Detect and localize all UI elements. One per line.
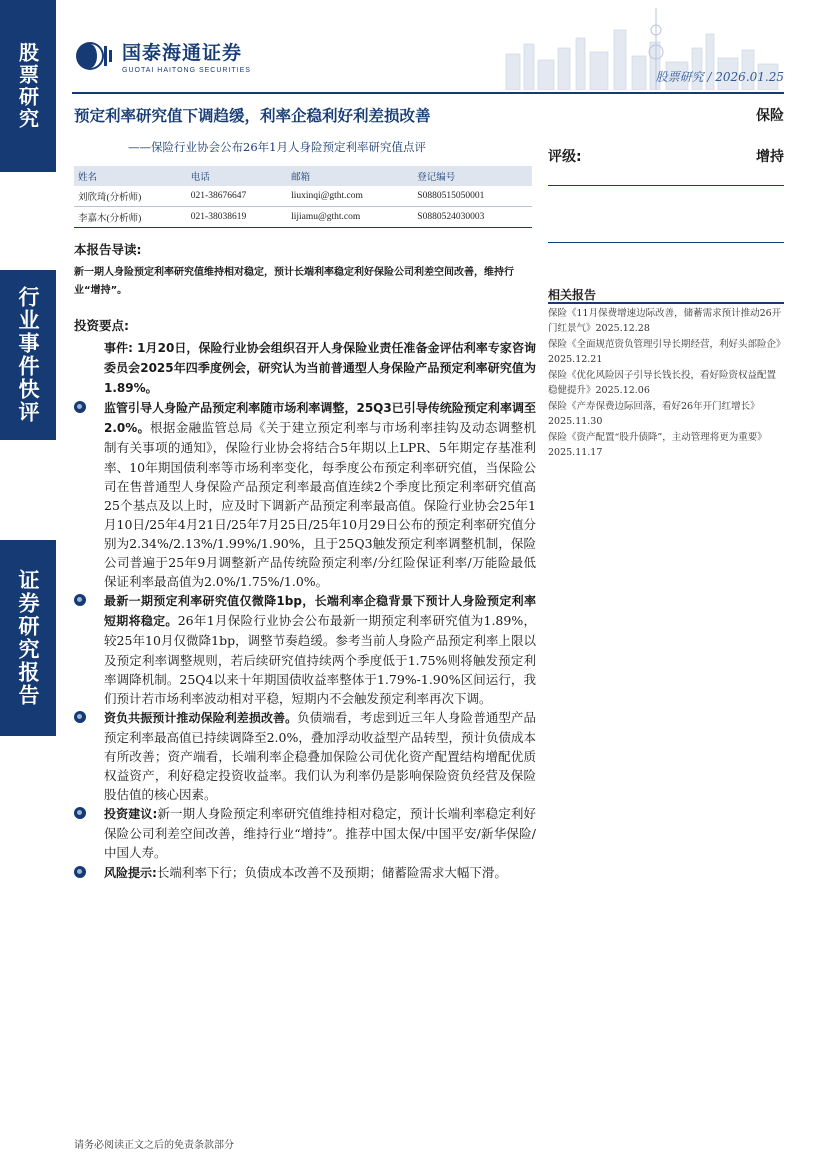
analyst-reg-no: S0880515050001: [413, 186, 532, 207]
header-name: 姓名: [74, 166, 187, 186]
list-item: [74, 863, 536, 883]
company-logo: [74, 38, 251, 74]
list-item: [74, 398, 536, 591]
report-subtitle: ——保险行业协会公布26年1月人身险预定利率研究值点评: [128, 140, 426, 154]
analyst-name: 刘欣琦(分析师): [74, 186, 187, 207]
point-bold: 风险提示:: [104, 865, 157, 880]
table-row: [74, 186, 532, 207]
bullet-icon: [74, 594, 86, 606]
bullet-icon: [74, 807, 86, 819]
point-bold: 资负共振预计推动保险利差损改善。: [104, 710, 298, 725]
rating-label: 评级:: [548, 149, 582, 165]
list-item: [74, 708, 536, 804]
header-reg-no: 登记编号: [413, 166, 532, 186]
rating-row: [548, 146, 784, 166]
point-bold: 事件: 1月20日，保险行业协会组织召开人身保险业责任准备金评估利率专家咨询委员会2025年四季度例会，研究认为当前普通型人身保险产品预定利率研究值为1.89%。: [104, 341, 536, 396]
related-reports-heading: 相关报告: [548, 288, 597, 302]
rating-value: 增持: [756, 149, 784, 165]
bullet-icon: [74, 866, 86, 878]
guide-heading: 本报告导读:: [74, 242, 142, 257]
bullet-icon: [74, 711, 86, 723]
related-report-link[interactable]: 保险《产寿保费边际回落，看好26年开门红增长》2025.11.30: [548, 401, 760, 427]
analyst-table-header: [74, 166, 532, 186]
list-item: [74, 338, 536, 398]
bullet-icon: [74, 401, 86, 413]
related-report-link[interactable]: 保险《全面规范资负管理引导长期经营，利好头部险企》2025.12.21: [548, 339, 781, 365]
rating-bottom-divider: [548, 242, 784, 243]
analyst-reg-no: S0880524030003: [413, 207, 532, 228]
point-text: 根据金融监管总局《关于建立预定利率与市场利率挂钩及动态调整机制有关事项的通知》，保险行业协会将结合5年期以上LPR、5年期定存基准利率、10年期国债利率等市场利率变化，每季度公布预定利率研究值，当保险公司在售普通型人身保险产品预定利率最高值连续2个季度比预定利率研究值高25个基点及以上时，应及时下调新产品预定利率最高值。保险行业协会25年1月10日/25年4月21日/25年7月25日/25年10月29日公布的预定利率研究值分别为2.34%/2.13%/1.99%/1.90%，且于25Q3触发预定利率调整机制，保险公司普遍于25年9月调整新产品传统险预定利率/分红险保证利率/万能险最低保证利率最高值为2.0%/1.75%/1.0%。: [104, 420, 536, 590]
point-text: 负债端看，考虑到近三年人身险普通型产品预定利率最高值已持续调降至2.0%，叠加浮动收益型产品转型，预计负债成本有所改善；资产端看，长端利率企稳叠加保险公司优化资产配置结构增配优质权益资产，利好稳定投资收益率。我们认为利率仍是影响保险资负经营及保险股估值的核心因素。: [104, 709, 536, 803]
point-bold: 监管引导人身险产品预定利率随市场利率调整，25Q3已引导传统险预定利率调至2.0%。: [104, 401, 536, 436]
related-divider: [548, 302, 784, 304]
guide-text: 新一期人身险预定利率研究值维持相对稳定，预计长端利率稳定利好保险公司利差空间改善，维持行业“增持”。: [74, 267, 514, 296]
table-row: [74, 207, 532, 228]
logo-chinese-name: 国泰海通证券: [122, 42, 243, 64]
point-bold: 最新一期预定利率研究值仅微降1bp，长端利率企稳背景下预计人身险预定利率短期将稳定。: [104, 594, 536, 629]
report-title: 预定利率研究值下调趋缓，利率企稳利好利差损改善: [74, 107, 431, 125]
point-bold: 投资建议:: [104, 807, 158, 822]
key-points: [74, 338, 536, 883]
related-report-link[interactable]: 保险《资产配置“股升债降”，主动管理将更为重要》2025.11.17: [548, 432, 767, 458]
related-report-link[interactable]: 保险《优化风险因子引导长钱长投，看好险资权益配置稳健提升》2025.12.06: [548, 370, 777, 396]
report-type-date: 股票研究 / 2026.01.25: [655, 70, 784, 84]
header-divider: [72, 92, 784, 94]
rating-divider: [548, 185, 784, 186]
analyst-table: [74, 166, 532, 228]
points-heading: 投资要点:: [74, 318, 129, 333]
analyst-email[interactable]: lijiamu@gtht.com: [287, 207, 413, 228]
side-tab-industry-event: 行业事件快评: [0, 270, 56, 440]
analyst-name: 李嘉木(分析师): [74, 207, 187, 228]
list-item: [74, 591, 536, 708]
list-item: [74, 804, 536, 862]
logo-icon: [74, 40, 114, 72]
disclaimer-footer: 请务必阅读正文之后的免责条款部分: [74, 1140, 234, 1151]
side-tab-stock-research: 股票研究: [0, 0, 56, 172]
analyst-phone: 021-38676647: [187, 186, 287, 207]
industry-label: 保险: [756, 108, 784, 124]
header-email: 邮箱: [287, 166, 413, 186]
related-reports-list: [548, 306, 784, 461]
point-text: 新一期人身险预定利率研究值维持相对稳定，预计长端利率稳定利好保险公司利差空间改善，维持行业“增持”。推荐中国太保/中国平安/新华保险/中国人寿。: [104, 806, 536, 861]
side-tab-securities-report: 证券研究报告: [0, 540, 56, 736]
logo-english-name: GUOTAI HAITONG SECURITIES: [122, 67, 251, 74]
analyst-email[interactable]: liuxinqi@gtht.com: [287, 186, 413, 207]
header-phone: 电话: [187, 166, 287, 186]
point-text: 26年1月保险行业协会公布最新一期预定利率研究值为1.89%，较25年10月仅微降1bp，调整节奏趋缓。参考当前人身险产品预定利率上限以及预定利率调整规则，若后续研究值持续两个季度低于1.75%则将触发预定利率调降机制。25Q4以来十年期国债收益率整体于1.79%-1.90%区间运行，我们预计若市场利率波动相对平稳，短期内不会触发预定利率再次下调。: [104, 613, 536, 706]
point-text: 长端利率下行；负债成本改善不及预期；储蓄险需求大幅下滑。: [156, 864, 507, 880]
analyst-phone: 021-38038619: [187, 207, 287, 228]
related-report-link[interactable]: 保险《11月保费增速边际改善，储蓄需求预计推动26开门红景气》2025.12.28: [548, 308, 782, 334]
